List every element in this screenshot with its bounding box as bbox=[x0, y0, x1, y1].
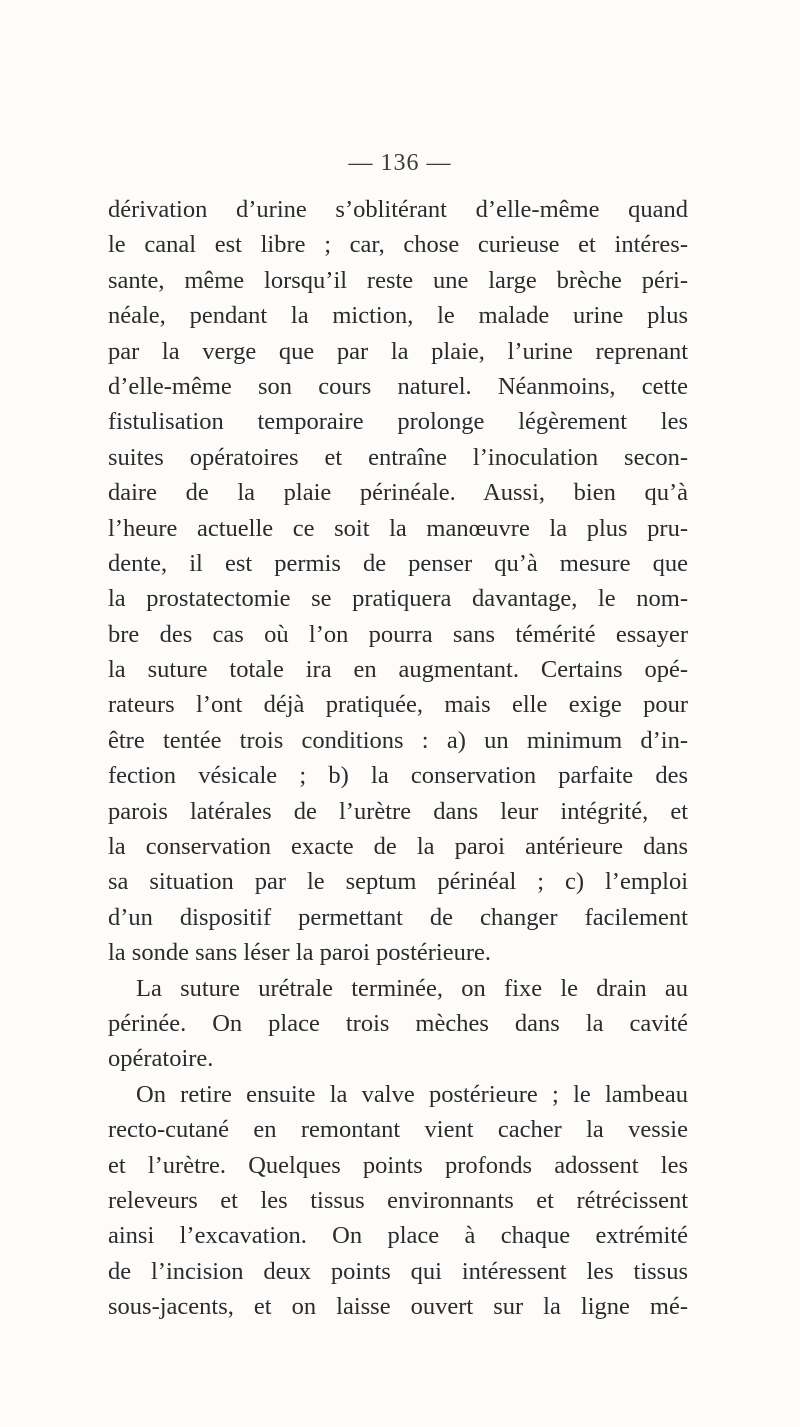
body-text bbox=[108, 192, 688, 1325]
page-number: — 136 — bbox=[348, 150, 452, 176]
text-line: dente, il est permis de penser qu’à mesure que bbox=[108, 549, 688, 577]
text-line: la conservation exacte de la paroi antérieure dans bbox=[108, 833, 688, 861]
paragraph bbox=[108, 1077, 688, 1325]
text-line: le canal est libre ; car, chose curieuse et intéres- bbox=[108, 231, 688, 259]
text-line: opératoire. bbox=[108, 1045, 214, 1073]
text-line: la suture totale ira en augmentant. Certains opé- bbox=[108, 656, 688, 684]
text-line: la prostatectomie se pratiquera davantage, le nom- bbox=[108, 585, 688, 613]
paragraph bbox=[108, 971, 688, 1077]
text-line: néale, pendant la miction, le malade urine plus bbox=[108, 302, 688, 330]
text-line: recto-cutané en remontant vient cacher la vessie bbox=[108, 1116, 688, 1144]
text-line: sante, même lorsqu’il reste une large brèche péri- bbox=[108, 266, 688, 294]
text-line: On retire ensuite la valve postérieure ; le lambeau bbox=[136, 1080, 688, 1108]
text-line: et l’urètre. Quelques points profonds adossent les bbox=[108, 1151, 688, 1179]
text-line: ainsi l’excavation. On place à chaque extrémité bbox=[108, 1222, 688, 1250]
text-line: l’heure actuelle ce soit la manœuvre la plus pru- bbox=[108, 514, 688, 542]
text-line: dérivation d’urine s’oblitérant d’elle-même quand bbox=[108, 196, 688, 223]
text-line: parois latérales de l’urètre dans leur intégrité, et bbox=[108, 797, 688, 825]
text-line: périnée. On place trois mèches dans la cavité bbox=[108, 1009, 688, 1037]
text-line: d’elle-même son cours naturel. Néanmoins, cette bbox=[108, 372, 688, 400]
text-line: sous-jacents, et on laisse ouvert sur la ligne mé- bbox=[108, 1293, 688, 1321]
text-line: fection vésicale ; b) la conservation parfaite des bbox=[108, 762, 688, 790]
text-line: rateurs l’ont déjà pratiquée, mais elle exige pour bbox=[108, 691, 688, 719]
text-line: la sonde sans léser la paroi postérieure. bbox=[108, 939, 492, 967]
text-line: suites opératoires et entraîne l’inoculation secon- bbox=[108, 443, 688, 471]
text-line: daire de la plaie périnéale. Aussi, bien qu’à bbox=[108, 479, 688, 507]
text-line: bre des cas où l’on pourra sans témérité essayer bbox=[108, 620, 688, 648]
paragraph bbox=[108, 192, 688, 971]
text-line: par la verge que par la plaie, l’urine reprenant bbox=[108, 337, 688, 365]
text-line: être tentée trois conditions : a) un minimum d’in- bbox=[108, 726, 688, 754]
text-line: La suture urétrale terminée, on fixe le drain au bbox=[136, 974, 688, 1002]
text-line: sa situation par le septum périnéal ; c) l’emploi bbox=[108, 868, 688, 896]
text-line: d’un dispositif permettant de changer facilement bbox=[108, 903, 688, 931]
text-line: de l’incision deux points qui intéressent les tissus bbox=[108, 1257, 688, 1285]
text-line: releveurs et les tissus environnants et rétrécissent bbox=[108, 1186, 688, 1214]
text-line: fistulisation temporaire prolonge légèrement les bbox=[108, 408, 688, 436]
